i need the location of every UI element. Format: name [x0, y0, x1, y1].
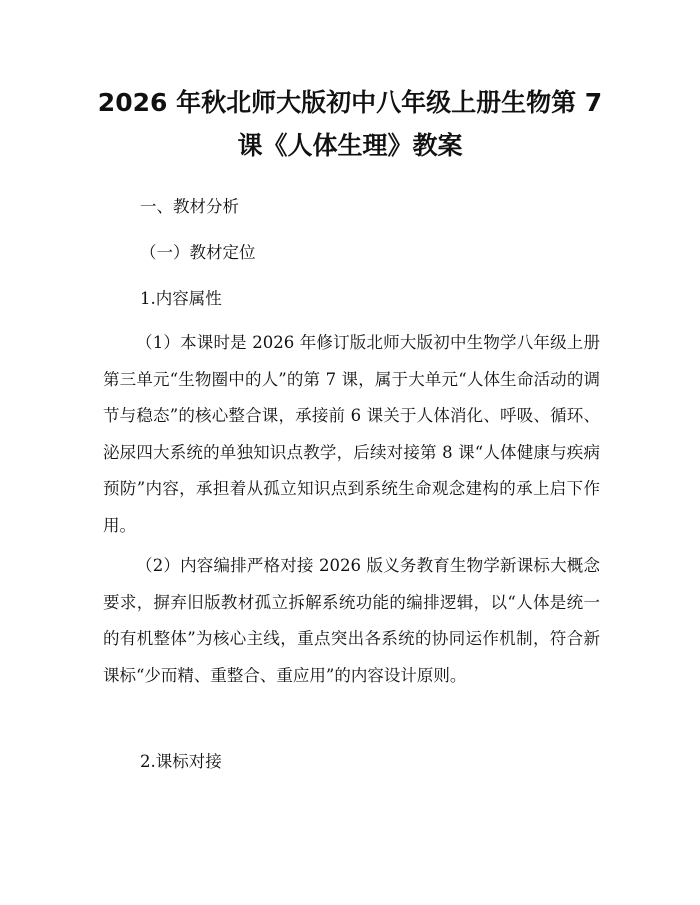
section-heading: 一、教材分析	[140, 197, 239, 216]
item-1-heading: 1.内容属性	[140, 289, 222, 308]
paragraph-1: （1）本课时是 2026 年修订版北师大版初中生物学八年级上册第三单元“生物圈中的人”的第 7 课，属于大单元“人体生命活动的调节与稳态”的核心整合课，承接前 6 课关于人体消化、呼吸、循环、泌尿四大系统的单独知识点教学，后续对接第 8 课“人体健康与疾病预防”内容，承担着从孤立知识点到系统生命观念建构的承上启下作用。	[103, 333, 600, 535]
item-2-heading: 2.课标对接	[140, 752, 222, 771]
paragraph-2: （2）内容编排严格对接 2026 版义务教育生物学新课标大概念要求，摒弃旧版教材孤立拆解系统功能的编排逻辑，以“人体是统一的有机整体”为核心主线，重点突出各系统的协同运作机制，符合新课标“少而精、重整合、重应用”的内容设计原则。	[103, 556, 600, 685]
subsection-heading: （一）教材定位	[140, 243, 256, 262]
document-title-line-2: 课《人体生理》教案	[237, 131, 463, 160]
document-title-line-1: 2026 年秋北师大版初中八年级上册生物第 7	[97, 88, 603, 117]
